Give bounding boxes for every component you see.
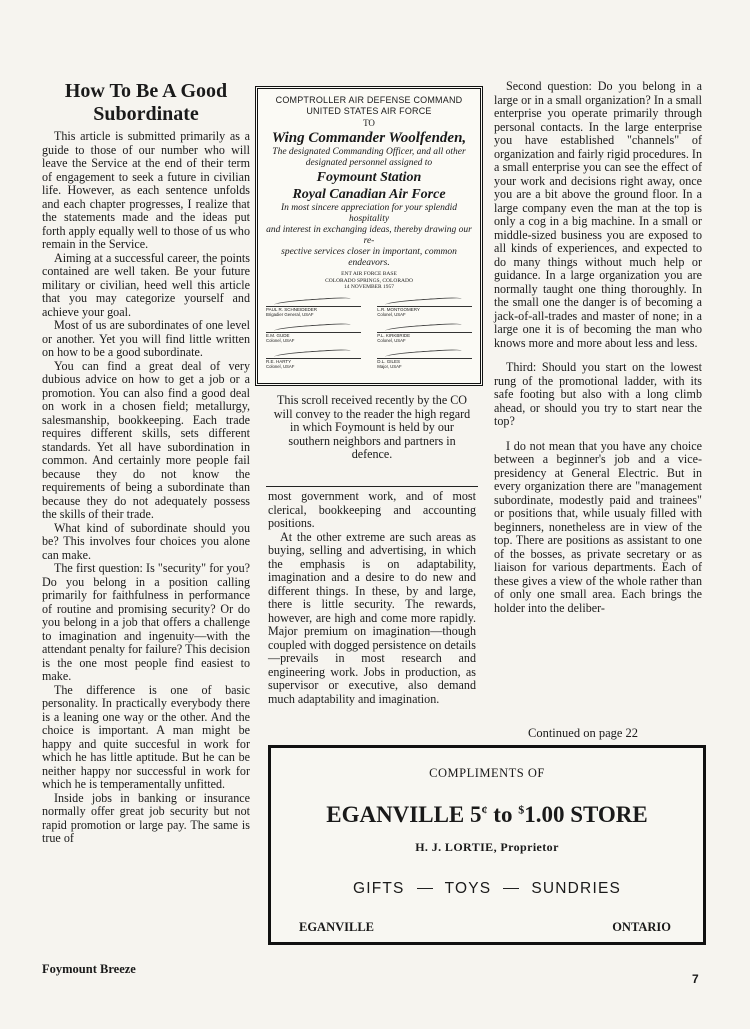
signatory-name: L.R. MONTGOMERY [377,306,420,312]
article-paragraph: Aiming at a successful career, the points contained are well taken. Be your future military or civilian, heed well this article that you may categorize yourself and achieve your goal. [42,250,250,319]
scroll-citation: spective services closer in important, common endeavors. [281,247,457,268]
store-advertisement [268,745,706,945]
article-paragraph: Third: Should you start on the lowest rung of the promotional ladder, with its safe footing but also with a long climb ahead, or should you try to start near the top? [494,360,702,428]
scroll-honoree: Wing Commander Woolfenden, [271,130,467,146]
article-paragraph: The difference is one of basic personality. In practically everybody there is a leaning one way or the other. And the choice is important. A man might be happy and quite succesful in work for which he has little aptitude. But he can be neither happy nor successful in work for which he is temperamentally unfitted. [42,682,250,791]
signature-scrawl [266,297,361,307]
ad-goods [271,880,703,898]
dash-separator [417,888,433,889]
article-paragraph: What kind of subordinate should you be? This involves four choices you alone can make. [42,520,250,562]
article-paragraph: You can find a great deal of very dubious advice on how to get a job or a promotion. You can also find a good deal on work in a chosen field; metallurgy, salesmanship, bookkeeping. Each trade requires different skills, sets different standards. Yet all have subordination in common. And certainly more people fail because they do not know the requirements of being a subordinate than because they do not adequately possess the skills of their trade. [42,358,250,521]
signatory-title: Colonel, USAF [377,337,406,343]
cent-sign: ¢ [481,802,488,817]
ad-province: ONTARIO [612,920,671,934]
article-paragraph: At the other extreme are such areas as buying, selling and advertising, in which the emphasis is on adaptability, imagination and a desire to do new and different things. In these, by and large, there is little security. The rewards, however, are high and come more rapidly. Major premium on imagination—though coupled with dogged persistence on details—prevails in most research and engineering work. Jobs in production, as supervisor or executive, also demand much adaptability and imagination. [268,529,476,706]
signature [377,297,472,317]
signatory-title: Colonel, USAF [266,363,295,369]
scroll-caption: This scroll received recently by the CO will convey to the reader the high regard in which Foymount is held by our southern neighbors and partners in defence. [273,393,471,461]
signature [377,349,472,369]
signature [266,349,361,369]
article-paragraph: I do not mean that you have any choice between a beginner's job and a vice-presidency at General Electric. But in every organization there are "management subordinate, modestly paid and trainees" or positions that, while usualy filled with beginners, nonetheless are in view of the top. There are positions as assistant to one of the bosses, as private secretary or as liaison for various departments. Each of these gives a view of the whole rather than of only one small area. Each brings the holder into the deliber- [494,438,702,615]
continued-note: Continued on page 22 [528,726,639,740]
scroll-org-line: COMPTROLLER AIR DEFENSE COMMAND [275,95,463,105]
column-divider [266,486,478,487]
signatory-name: E.M. GUDE [266,332,290,338]
scroll-line: The designated Commanding Officer, and all other [272,147,466,157]
scroll-line: designated personnel assigned to [305,158,433,168]
signatory-title: Brigadier General, USAF [266,311,314,317]
ad-store-name [271,802,703,828]
scroll-to: TO [363,118,375,128]
article-column-right [494,80,702,615]
signature [377,323,472,343]
article-paragraph: Most of us are subordinates of one level or another. Yet you will find little written on how to be a good subordinate. [42,318,250,359]
signature-scrawl [266,349,361,359]
scroll-date: 14 NOVEMBER 1957 [343,284,395,290]
article-column-left [42,130,250,846]
ad-store-name-rest: 1.00 STORE [524,802,648,827]
dash-separator [503,888,519,889]
ad-goods-item: TOYS [444,880,492,897]
dollar-sign: $ [518,802,525,817]
article-paragraph: The first question: Is "security" for you? Do you belong in a position calling primarily for faithfulness in performance of routine and promising security? Or do you belong in a job that offers a challenge to imagination and ingenuity—with the attendant penalty for failure? This decision is the one most people find easiest to make. [42,561,250,683]
ad-town: EGANVILLE [299,920,375,934]
signatory-name: R.E. HARTY [266,358,292,364]
article-title: How To Be A Good Subordinate [64,80,228,125]
signature [266,297,361,317]
signatory-name: D.L. GILES [377,358,401,364]
appreciation-scroll [255,86,483,386]
ad-goods-item: SUNDRIES [531,880,622,897]
ad-store-name-to: to [487,802,519,827]
scroll-force: Royal Canadian Air Force [292,187,446,202]
ad-store-name-part: EGANVILLE 5 [326,802,482,827]
scroll-citation: and interest in exchanging ideas, thereby drawing our re- [266,225,472,246]
scroll-station: Foymount Station [316,170,422,185]
scroll-citation: In most sincere appreciation for your splendid hospitality [280,203,458,224]
signature-scrawl [377,323,472,333]
signature-scrawl [266,323,361,333]
ad-owner: H. J. LORTIE, Proprietor [415,840,559,854]
article-paragraph: most government work, and of most clerical, bookkeeping and accounting positions. [268,489,476,530]
signatory-title: Colonel, USAF [377,311,406,317]
article-paragraph: Second question: Do you belong in a large or in a small organization? In a small enterprise you operate primarily through personal contacts. In the large enterprise you have established "channels" of organization and fairly rigid procedures. In a small enterprise you can see the effect of your work and decisions right away, once you are a bit above the ground floor. In a large company even the man at the top is only a cog in a big machine. In a small or middle-sized business you are exposed to all kinds of experiences, and expected to do many things without much help or guidance. In a large organization you are normally taught one thing thoroughly. In the small one the danger is of becoming a jack-of-all-trades and master of none; in a large one it is of becoming the man who knows more and more about less and less. [494,79,702,350]
scroll-base-line: COLORADO SPRINGS, COLORADO [325,277,413,284]
signatory-name: PAUL R. SCHNEIDEDER [266,306,318,312]
signatory-name: P.L. KIRKBRIDE [377,332,411,338]
signature [266,323,361,343]
scroll-base-line: ENT AIR FORCE BASE [341,271,397,277]
publication-name: Foymount Breeze [42,962,136,976]
scroll-org-line: UNITED STATES AIR FORCE [306,106,432,116]
page-number: 7 [692,972,699,986]
scroll-base [266,271,472,291]
ad-goods-item: GIFTS [352,880,405,897]
article-paragraph: Inside jobs in banking or insurance normally offer great job security but not rapid promotion or large pay. The same is true of [42,790,250,845]
ad-compliments: COMPLIMENTS OF [429,766,545,780]
signature-block [266,297,472,375]
article-paragraph: This article is submitted primarily as a guide to those of our number who will leave the Service at the end of their term of engagement to seek a future in civilian life. However, as each sentence unfolds and each chapter progresses, I realize that the statements made and the ideas put forth apply equally well to those of us who remain in the Service. [42,129,250,251]
signature-scrawl [377,297,472,307]
article-column-middle [268,490,476,706]
signatory-title: Colonel, USAF [266,337,295,343]
signature-scrawl [377,349,472,359]
signatory-title: Major, USAF [377,363,402,369]
